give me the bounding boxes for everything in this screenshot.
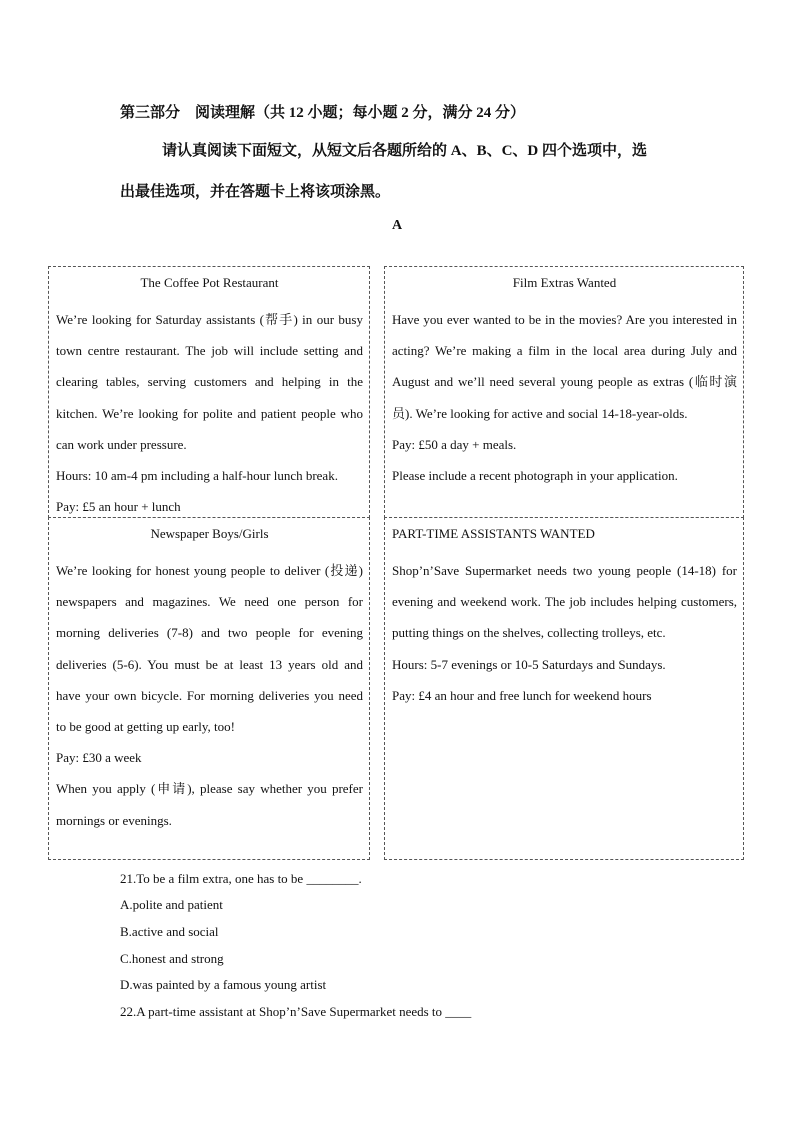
ad-part-time-assistants [384,517,744,860]
instruction-line-1: 请认真阅读下面短文，从短文后各题所给的 A、B、C、D 四个选项中，选 [162,143,648,159]
ad-title: PART-TIME ASSISTANTS WANTED [392,526,595,541]
question-21-option-a: A.polite and patient [120,897,223,912]
ad-pay: Pay: £50 a day + meals. [392,436,517,452]
ad-film-extras [384,266,744,518]
ad-title: Film Extras Wanted [512,275,617,290]
ad-note: When you apply (申请), please say whether you prefer mornings or evenings. [56,781,363,828]
question-22-stem: 22.A part-time assistant at Shop’n’Save Supermarket needs to ____ [120,1004,472,1019]
instruction-line-2: 出最佳选项，并在答题卡上将该项涂黑。 [120,184,391,200]
question-21-option-d: D.was painted by a famous young artist [120,977,327,992]
ad-hours: Hours: 10 am-4 pm including a half-hour lunch break. [56,468,338,484]
ad-body: Shop’n’Save Supermarket needs two young people (14-18) for evening and weekend work. The job includes helping customers, putting things on the shelves, collecting trolleys, etc. [392,563,737,641]
ad-hours: Hours: 5-7 evenings or 10-5 Saturdays and Sundays. [392,656,666,672]
ad-title: Newspaper Boys/Girls [150,526,269,541]
ad-body: We’re looking for Saturday assistants (帮手) in our busy town centre restaurant. The job will include setting and clearing tables, serving customers and helping in the kitchen. We’re looking for polite and patient people who can work under pressure. [56,312,363,452]
question-21-stem: 21.To be a film extra, one has to be ________. [120,871,362,886]
ad-body: Have you ever wanted to be in the movies? Are you interested in acting? We’re making a film in the local area during July and August and we’ll need several young people as extras (临时演员). We’re looking for active and social 14-18-year-olds. [392,312,737,421]
ad-pay: Pay: £5 an hour + lunch [56,499,181,515]
ad-pay: Pay: £4 an hour and free lunch for weekend hours [392,687,652,703]
section-heading: 第三部分 阅读理解（共 12 小题；每小题 2 分，满分 24 分） [120,105,526,121]
ad-newspaper-delivery [48,517,370,860]
question-21-option-b: B.active and social [120,924,219,939]
ad-title: The Coffee Pot Restaurant [140,275,279,290]
ad-body: We’re looking for honest young people to deliver (投递) newspapers and magazines. We need one person for morning deliveries (7-8) and two people for evening deliveries (5-6). You must be at least 13 years old and have your own bicycle. For morning deliveries you need to be good at getting up early, too! [56,563,363,735]
ad-coffee-pot-restaurant [48,266,370,518]
ad-note: Please include a recent photograph in your application. [392,468,678,484]
question-21-option-c: C.honest and strong [120,951,224,966]
ad-pay: Pay: £30 a week [56,750,142,766]
passage-letter: A [391,218,403,233]
